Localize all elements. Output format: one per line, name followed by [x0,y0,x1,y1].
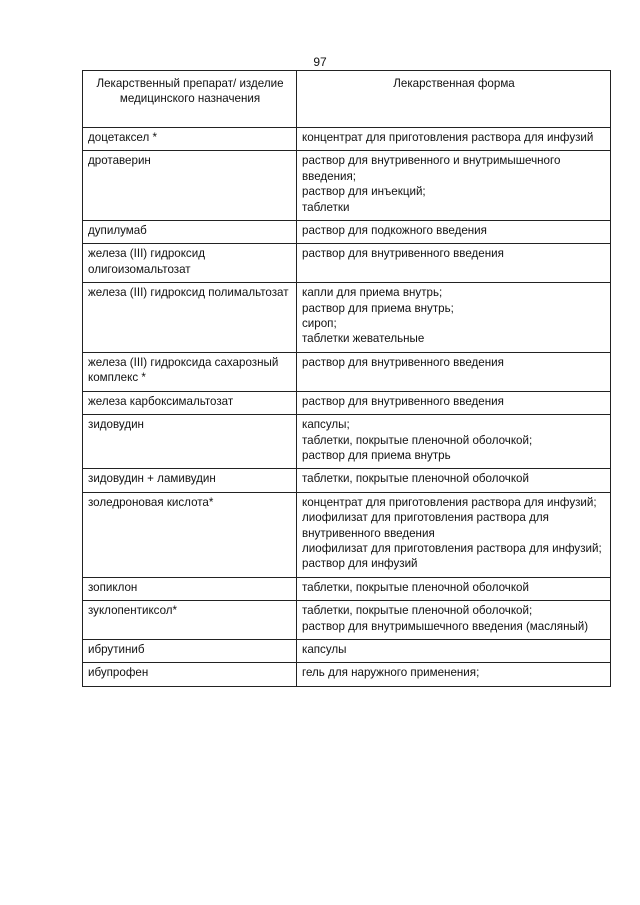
table-row [83,221,611,244]
form-line: таблетки [302,200,350,214]
table-row [83,492,611,577]
drug-name-cell: зидовудин [83,415,297,469]
table-row [83,415,611,469]
form-line: раствор для внутривенного введения [302,394,504,408]
drug-form-cell [297,601,611,640]
form-line: раствор для инъекций; [302,185,426,199]
header-drug: Лекарственный препарат/ изделие медицинского назначения [83,71,297,128]
form-line: раствор для внутримышечного введения (масляный) [302,619,589,633]
form-line: концентрат для приготовления раствора для инфузий [302,131,594,144]
form-line: таблетки, покрытые пленочной оболочкой [302,580,529,594]
form-line: лиофилизат для приготовления раствора для инфузий; [302,541,602,555]
drug-name-cell: зидовудин + ламивудин [83,469,297,492]
form-line: раствор для приема внутрь; [302,301,454,315]
table-body [83,128,611,687]
drug-form-cell [297,352,611,391]
table-row [83,469,611,492]
form-line: капсулы [302,642,347,656]
drug-form-cell [297,577,611,600]
header-form: Лекарственная форма [297,71,611,128]
table-row [83,577,611,600]
table-row [83,128,611,151]
drug-name-cell: зуклопентиксол* [83,601,297,640]
form-line: гель для наружного применения; [302,666,480,680]
drug-form-cell [297,663,611,686]
drug-name-cell: ибупрофен [83,663,297,686]
form-line: раствор для подкожного введения [302,224,487,238]
form-line: раствор для приема внутрь [302,448,451,462]
form-line: капли для приема внутрь; [302,286,443,300]
table-row [83,151,611,221]
drug-name-cell: железа (III) гидроксида сахарозный комплекс * [83,352,297,391]
form-line: капсулы; [302,418,350,432]
form-line: таблетки, покрытые пленочной оболочкой; [302,433,533,447]
form-line: раствор для внутривенного и внутримышечного введения; [302,154,561,183]
drug-name-cell: железа (III) гидроксид олигоизомальтозат [83,244,297,283]
drug-form-cell [297,469,611,492]
drug-form-cell [297,415,611,469]
form-line: таблетки, покрытые пленочной оболочкой; [302,604,533,618]
drug-form-cell [297,283,611,353]
drug-name-cell: железа (III) гидроксид полимальтозат [83,283,297,353]
drug-form-cell [297,492,611,577]
form-line: таблетки, покрытые пленочной оболочкой [302,472,529,486]
drug-name-cell: дротаверин [83,151,297,221]
form-line: таблетки жевательные [302,332,425,346]
table-row [83,352,611,391]
table-row [83,663,611,686]
form-line: раствор для внутривенного введения [302,355,504,369]
drug-name-cell: ибрутиниб [83,639,297,662]
drug-name-cell: зопиклон [83,577,297,600]
form-line: раствор для внутривенного введения [302,247,504,261]
drug-name-cell: золедроновая кислота* [83,492,297,577]
form-line: сироп; [302,317,337,331]
drug-name-cell: железа карбоксимальтозат [83,391,297,414]
drug-form-cell [297,639,611,662]
drug-name-cell: дупилумаб [83,221,297,244]
drug-form-cell [297,151,611,221]
form-line: лиофилизат для приготовления раствора для внутривенного введения [302,511,549,540]
page-number: 97 [313,55,327,69]
drug-form-cell [297,128,611,151]
table-row [83,601,611,640]
form-line: концентрат для приготовления раствора для инфузий; [302,495,597,509]
table-row [83,244,611,283]
drug-form-cell [297,244,611,283]
form-line: раствор для инфузий [302,557,418,571]
drug-name-cell: доцетаксел * [83,128,297,151]
table-header-row [83,71,611,128]
table-row [83,283,611,353]
table-row [83,639,611,662]
drug-table [82,70,611,687]
table-row [83,391,611,414]
drug-form-cell [297,221,611,244]
drug-form-cell [297,391,611,414]
